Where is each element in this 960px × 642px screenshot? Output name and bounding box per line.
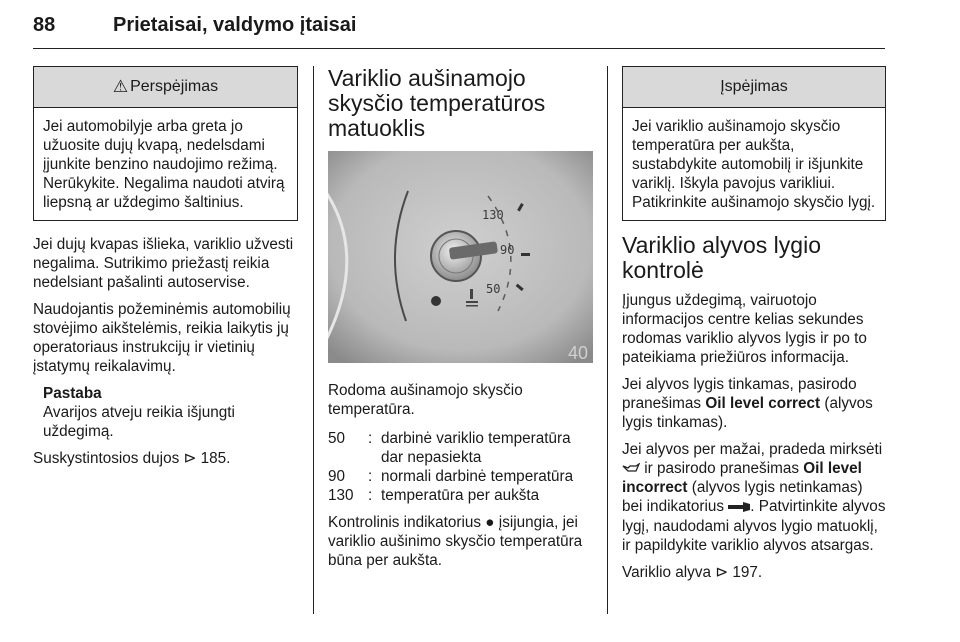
section-heading: Variklio alyvos lygio kontrolė	[622, 232, 821, 283]
page-header	[33, 10, 885, 49]
para-part: įsijungia, jei variklio aušinimo skysčio temperatūra būna per aukšta.	[328, 514, 583, 569]
gauge-warning-dot	[431, 296, 441, 306]
indicator-dot-icon: ●	[485, 514, 495, 531]
warning-box-title: Perspėjimas	[130, 78, 219, 95]
page-title: Prietaisai, valdymo įtaisai	[113, 14, 357, 36]
gauge-table-key: 90	[328, 468, 346, 485]
page-number: 88	[33, 14, 56, 36]
paragraph: Jei dujų kvapas išlieka, variklio užvesti negalima. Sutrikimo priežastį reikia nedelsiant pašalinti autoservise.	[33, 236, 294, 291]
wrench-icon	[728, 498, 750, 517]
para-part: Kontrolinis indikatorius	[328, 514, 482, 531]
gauge-table-sep: :	[368, 430, 373, 447]
reference-page: 197.	[732, 563, 763, 581]
reference-text: Variklio alyva	[622, 563, 711, 581]
para-part: ir pasirodo pranešimas	[644, 460, 799, 477]
warning-box-header	[34, 67, 297, 108]
gauge-label-90: 90	[500, 243, 515, 257]
oil-can-icon	[622, 459, 640, 478]
para-part: Patvirtinkite alyvos lygį, naudodami alyvos lygio matuoklį, ir papildykite variklio alyvos atsargas.	[622, 498, 886, 554]
cross-reference[interactable]	[622, 563, 886, 582]
gauge-table-sep: :	[368, 468, 373, 485]
note-title: Pastaba	[43, 385, 102, 402]
para-part: Jei alyvos per mažai, pradeda mirksėti	[622, 441, 883, 458]
column-right	[622, 66, 886, 582]
caution-box-header	[623, 67, 885, 108]
column-middle	[328, 66, 593, 570]
warning-triangle-icon: ⚠	[112, 77, 129, 96]
caution-box	[622, 66, 886, 221]
paragraph	[622, 440, 886, 555]
gauge-table-row	[328, 467, 593, 486]
column-divider	[607, 66, 608, 614]
paragraph	[622, 375, 886, 432]
message-oil-level-correct: Oil level correct	[705, 395, 821, 412]
gauge-table-row	[328, 486, 593, 505]
gauge-label-130: 130	[482, 208, 504, 222]
note	[33, 384, 298, 441]
column-left	[33, 66, 298, 468]
para-part: (alyvos lygis netinkamas) bei indikatorius	[622, 479, 863, 516]
cross-reference[interactable]	[33, 449, 298, 468]
gauge-value-table	[328, 429, 593, 505]
paragraph: Naudojantis požeminėmis automobilių stovėjimo aikštelėmis, reikia laikytis jų operatoriaus instrukcijų ir vietinių įstatymų reikalavimų.	[33, 301, 291, 375]
gauge-table-key: 130	[328, 487, 354, 504]
coolant-gauge-image	[328, 151, 593, 363]
caution-box-text: Jei variklio aušinamojo skysčio temperatūra per aukšta, sustabdykite automobilį ir išjunkite variklį. Iškyla pavojus varikliui. Patikrinkite aušinamojo skysčio lygį.	[632, 118, 876, 211]
note-text: Avarijos atveju reikia išjungti uždegimą.	[43, 404, 235, 440]
warning-box-text: Jei automobilyje arba greta jo užuosite dujų kvapą, nedelsdami įjunkite benzino naudojimo režimą. Nerūkykite. Negalima naudoti atvirą liepsną ar uždegimo šaltinius.	[43, 118, 285, 211]
gauge-table-value: normali darbinė temperatūra	[381, 468, 574, 485]
paragraph	[328, 513, 593, 570]
gauge-label-50: 50	[486, 282, 501, 296]
warning-box	[33, 66, 298, 221]
gauge-table-key: 50	[328, 430, 346, 447]
caution-box-title: Įspėjimas	[720, 78, 788, 95]
para-part: Jei alyvos lygis tinkamas, pasirodo pranešimas	[622, 376, 857, 412]
figure-caption: Rodoma aušinamojo skysčio temperatūra.	[328, 382, 523, 418]
para-part: .	[750, 498, 755, 516]
gauge-label-edge: 40	[568, 343, 589, 363]
section-heading: Variklio aušinamojo skysčio temperatūros matuoklis	[328, 65, 546, 141]
page-ref-arrow-icon: ⊳	[183, 450, 197, 467]
paragraph: Įjungus uždegimą, vairuotojo informacijos centre kelias sekundes rodomas variklio alyvos lygis ir po to pateikiama priežiūros informacija.	[622, 292, 867, 366]
message-oil-level-incorrect: Oil level incorrect	[622, 460, 862, 497]
gauge-table-row	[328, 429, 593, 467]
reference-text: Suskystintosios dujos	[33, 450, 180, 467]
column-divider	[313, 66, 314, 614]
para-part: (alyvos lygis tinkamas).	[622, 395, 873, 431]
gauge-table-value: darbinė variklio temperatūra dar nepasiekta	[381, 430, 571, 466]
gauge-table-value: temperatūra per aukšta	[381, 487, 540, 504]
reference-page: 185.	[200, 450, 231, 467]
gauge-table-sep: :	[368, 487, 373, 504]
page-ref-arrow-icon: ⊳	[715, 563, 729, 581]
